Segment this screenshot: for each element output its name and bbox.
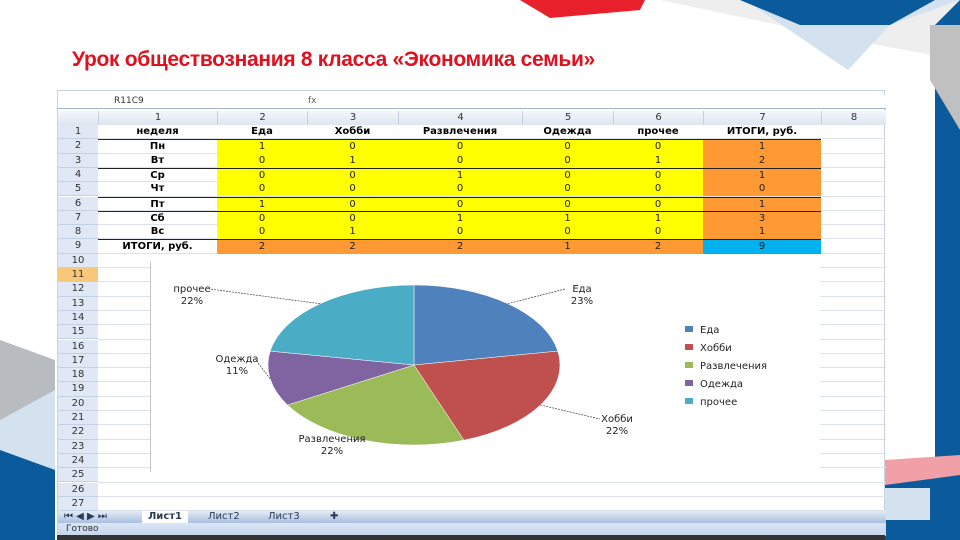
total-cell[interactable]: 2	[217, 239, 307, 253]
name-box[interactable]: R11C9	[114, 96, 144, 106]
nav-arrows-icon[interactable]: ⏮ ◀ ▶ ⏭	[64, 511, 107, 522]
value-cell[interactable]: 0	[307, 139, 398, 153]
value-cell[interactable]: 0	[522, 168, 613, 182]
legend-swatch	[685, 380, 693, 386]
row-header[interactable]: 4	[58, 168, 98, 182]
total-cell[interactable]: 2	[307, 239, 398, 253]
fx-icon[interactable]: fx	[308, 96, 317, 106]
value-cell[interactable]: 1	[703, 139, 821, 153]
value-cell[interactable]: 1	[522, 211, 613, 225]
data-label: прочее	[173, 284, 211, 295]
day-cell[interactable]: Вс	[150, 226, 165, 238]
pie-chart[interactable]	[150, 262, 820, 472]
row-header[interactable]: 5	[58, 182, 98, 196]
legend-swatch	[685, 344, 693, 350]
day-cell[interactable]: Сб	[98, 211, 217, 225]
column-header[interactable]: 1	[98, 111, 217, 125]
value-cell[interactable]: 0	[217, 182, 307, 196]
value-cell[interactable]: 0	[613, 182, 703, 196]
value-cell[interactable]: 0	[703, 182, 821, 196]
column-header[interactable]: 6	[613, 111, 703, 125]
legend-entry: Хобби	[700, 343, 732, 354]
value-cell[interactable]: 0	[398, 197, 522, 211]
value-cell[interactable]: 2	[703, 154, 821, 168]
value-cell[interactable]: 3	[703, 211, 821, 225]
legend-entry: Еда	[700, 325, 720, 336]
header-cell[interactable]: неделя	[136, 126, 179, 137]
row-header[interactable]: 12	[58, 282, 98, 296]
value-cell[interactable]: 0	[217, 211, 307, 225]
row-header[interactable]: 15	[58, 325, 98, 339]
row-header[interactable]: 19	[58, 382, 98, 396]
legend-swatch	[685, 326, 693, 332]
row-header[interactable]: 6	[58, 197, 98, 211]
column-header[interactable]: 3	[307, 111, 398, 125]
value-cell[interactable]: 0	[398, 225, 522, 239]
header-cell[interactable]: Одежда	[543, 126, 592, 137]
grid-line	[98, 482, 886, 483]
taskbar-edge	[57, 535, 885, 540]
header-cell[interactable]: прочее	[637, 126, 679, 137]
row-header[interactable]: 11	[58, 268, 98, 282]
value-cell[interactable]: 0	[307, 182, 398, 196]
value-cell[interactable]: 1	[703, 197, 821, 211]
value-cell[interactable]: 0	[613, 139, 703, 153]
value-cell[interactable]: 1	[307, 154, 398, 168]
value-cell[interactable]: 0	[613, 225, 703, 239]
column-header[interactable]: 5	[522, 111, 613, 125]
legend-entry: Развлечения	[700, 361, 768, 372]
row-header[interactable]: 25	[58, 468, 98, 482]
value-cell[interactable]: 0	[217, 225, 307, 239]
value-cell[interactable]: 1	[307, 225, 398, 239]
value-cell[interactable]: 0	[307, 197, 398, 211]
row-header[interactable]: 3	[58, 154, 98, 168]
data-label: 23%	[570, 296, 594, 307]
column-header[interactable]: 7	[703, 111, 821, 125]
column-header[interactable]: 4	[398, 111, 522, 125]
value-cell[interactable]: 1	[703, 168, 821, 182]
header-cell[interactable]: Развлечения	[422, 126, 498, 137]
grid-line	[98, 496, 886, 497]
value-cell[interactable]: 0	[398, 139, 522, 153]
data-label: Еда	[572, 284, 592, 295]
data-label: 22%	[605, 426, 629, 437]
value-cell[interactable]: 0	[307, 168, 398, 182]
sheet-tab-1[interactable]: Лист1	[142, 511, 188, 523]
value-cell[interactable]: 1	[613, 211, 703, 225]
day-cell[interactable]: Ср	[98, 168, 217, 182]
column-header[interactable]: 8	[821, 111, 886, 125]
data-label: 11%	[225, 366, 249, 377]
day-cell[interactable]: Чт	[150, 183, 165, 195]
row-header[interactable]: 14	[58, 311, 98, 325]
header-cell[interactable]: ИТОГИ, руб.	[726, 126, 798, 137]
value-cell[interactable]: 0	[522, 197, 613, 211]
data-label: Развлечения	[298, 434, 366, 445]
data-label: Одежда	[215, 354, 259, 365]
header-cell[interactable]: Хобби	[334, 126, 371, 137]
value-cell[interactable]: 0	[522, 182, 613, 196]
column-header[interactable]: 2	[217, 111, 307, 125]
total-cell[interactable]: 2	[398, 239, 522, 253]
value-cell[interactable]: 1	[613, 154, 703, 168]
total-cell[interactable]: ИТОГИ, руб.	[98, 239, 217, 253]
total-cell[interactable]: 2	[613, 239, 703, 253]
insert-sheet-icon[interactable]: ✚	[330, 511, 339, 522]
header-cell[interactable]: Еда	[251, 126, 273, 137]
value-cell[interactable]: 0	[613, 168, 703, 182]
value-cell[interactable]: 0	[613, 197, 703, 211]
legend-entry: прочее	[700, 397, 738, 408]
legend-swatch	[685, 398, 693, 404]
row-header[interactable]: 17	[58, 354, 98, 368]
row-header[interactable]: 1	[58, 125, 98, 139]
day-cell[interactable]: Пт	[98, 197, 217, 211]
value-cell[interactable]: 0	[398, 154, 522, 168]
row-header[interactable]: 27	[58, 497, 98, 511]
value-cell[interactable]: 1	[398, 168, 522, 182]
value-cell[interactable]: 0	[307, 211, 398, 225]
data-label: 22%	[180, 296, 204, 307]
row-header[interactable]: 9	[58, 239, 98, 253]
data-label: 22%	[320, 446, 344, 457]
value-cell[interactable]: 1	[217, 197, 307, 211]
status-bar: Готово	[58, 523, 886, 536]
select-all-corner[interactable]	[58, 111, 98, 125]
value-cell[interactable]: 0	[217, 154, 307, 168]
total-cell[interactable]: 9	[703, 239, 821, 253]
row-header[interactable]: 26	[58, 483, 98, 497]
sheet-tab-2[interactable]: Лист2	[208, 511, 240, 522]
sheet-tab-3[interactable]: Лист3	[268, 511, 300, 522]
row-header[interactable]: 2	[58, 139, 98, 153]
row-header[interactable]: 8	[58, 225, 98, 239]
value-cell[interactable]: 1	[703, 225, 821, 239]
row-header[interactable]: 10	[58, 254, 98, 268]
day-cell[interactable]: Вт	[150, 154, 165, 166]
row-header[interactable]: 22	[58, 425, 98, 439]
legend-entry: Одежда	[700, 379, 743, 390]
value-cell[interactable]: 0	[522, 154, 613, 168]
value-cell[interactable]: 0	[398, 182, 522, 196]
data-label: Хобби	[601, 414, 633, 425]
row-header[interactable]: 18	[58, 368, 98, 382]
value-cell[interactable]: 1	[398, 211, 522, 225]
value-cell[interactable]: 0	[217, 168, 307, 182]
value-cell[interactable]: 0	[522, 139, 613, 153]
row-header[interactable]: 20	[58, 397, 98, 411]
total-cell[interactable]: 1	[522, 239, 613, 253]
value-cell[interactable]: 1	[217, 139, 307, 153]
row-header[interactable]: 7	[58, 211, 98, 225]
sheet-tabs	[58, 511, 886, 523]
legend-swatch	[685, 362, 693, 368]
row-header[interactable]: 16	[58, 340, 98, 354]
row-header[interactable]: 21	[58, 411, 98, 425]
row-header[interactable]: 24	[58, 454, 98, 468]
page-title: Урок обществознания 8 класса «Экономика семьи»	[72, 48, 595, 71]
row-header[interactable]: 13	[58, 297, 98, 311]
row-header[interactable]: 23	[58, 440, 98, 454]
formula-bar	[58, 95, 886, 109]
value-cell[interactable]: 0	[522, 225, 613, 239]
day-cell[interactable]: Пн	[98, 139, 217, 153]
